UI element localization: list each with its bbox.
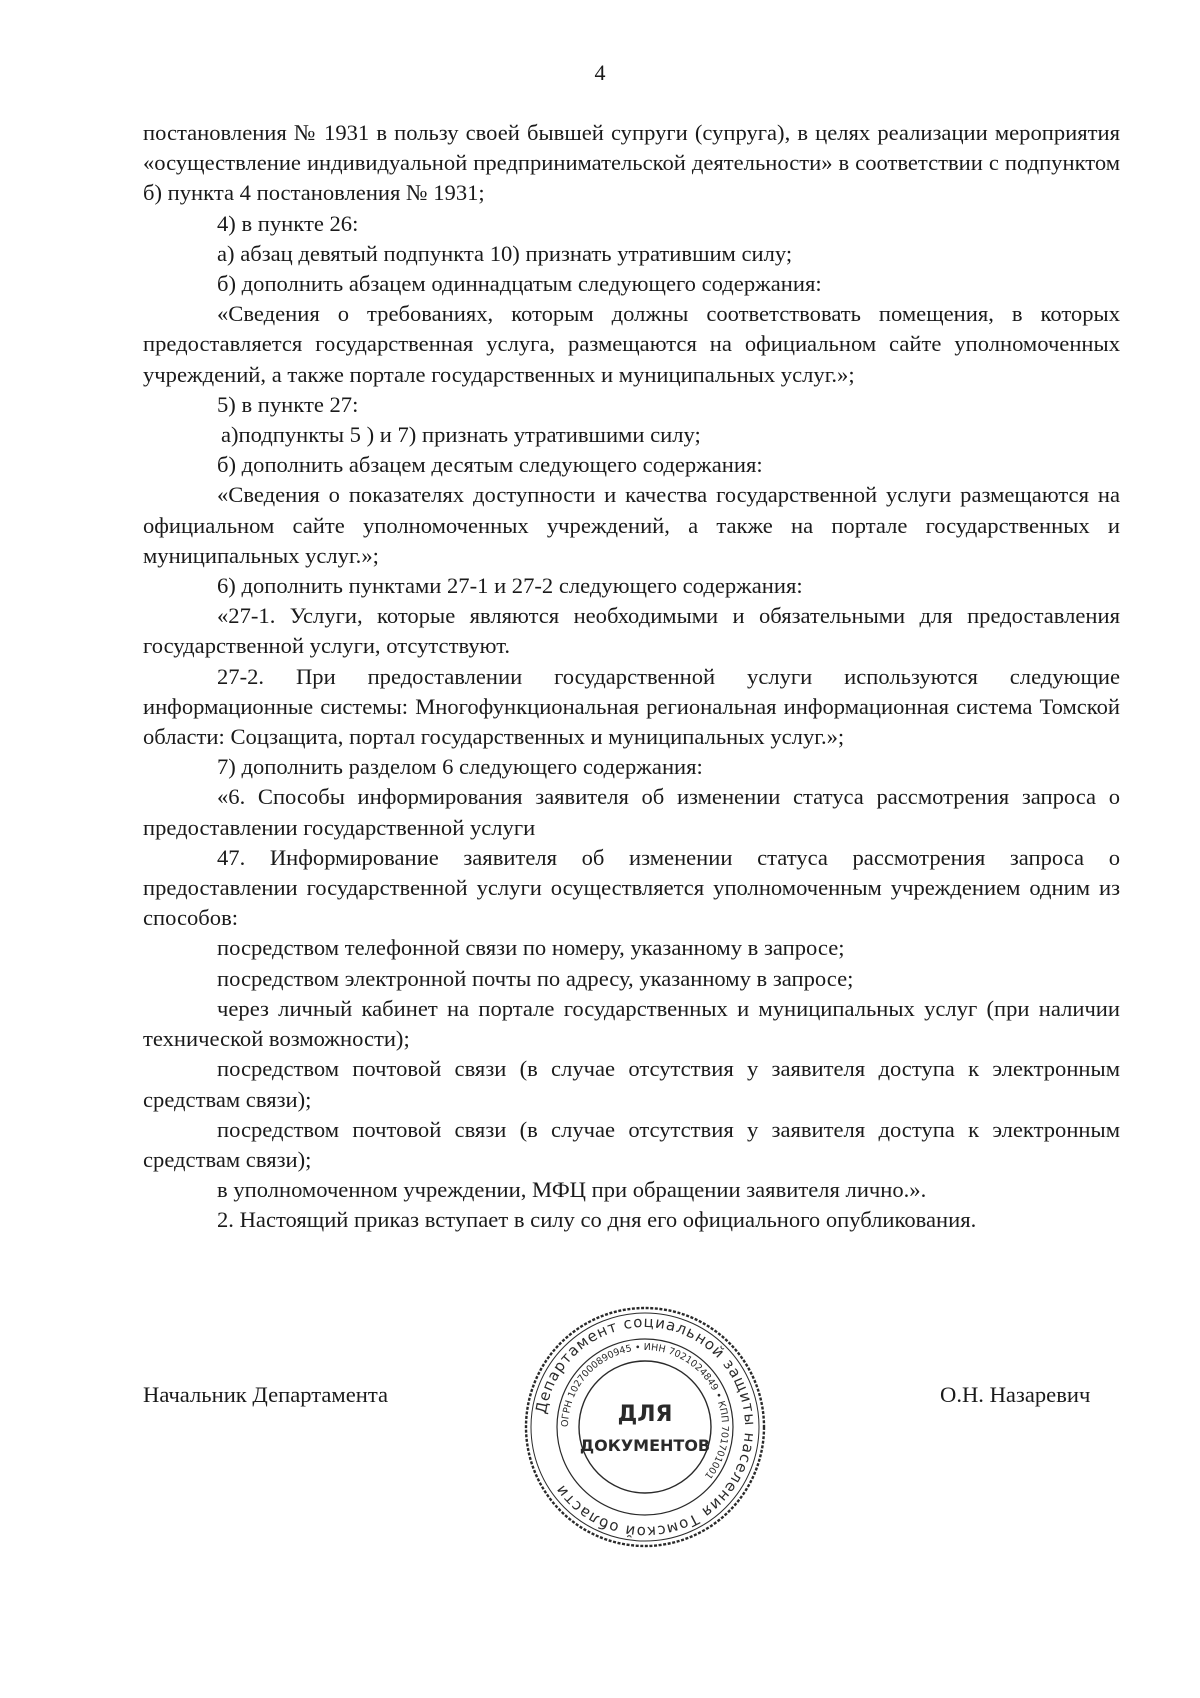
seal-center-bottom: ДОКУМЕНТОВ — [579, 1436, 711, 1455]
seal-center-top: ДЛЯ — [617, 1402, 673, 1427]
paragraph: 4) в пункте 26: — [217, 210, 359, 236]
paragraph: в уполномоченном учреждении, МФЦ при обращении заявителя лично.». — [217, 1177, 927, 1203]
official-seal — [523, 1305, 767, 1549]
page-number: 4 — [594, 60, 606, 85]
seal-inner-text: ОГРН 1027000890945 • ИНН 7021024849 • КПП 701701001 — [559, 1341, 731, 1481]
signature-name: О.Н. Назаревич — [940, 1382, 1091, 1407]
paragraph: посредством почтовой связи (в случае отсутствия у заявителя доступа к электронным средствам связи); — [143, 1116, 1120, 1172]
paragraph: посредством почтовой связи (в случае отсутствия у заявителя доступа к электронным средствам связи); — [143, 1056, 1120, 1112]
signature-title: Начальник Департамента — [143, 1382, 389, 1407]
paragraph: 5) в пункте 27: — [217, 391, 359, 417]
paragraph: б) дополнить абзацем одиннадцатым следующего содержания: — [217, 271, 822, 297]
paragraph: посредством телефонной связи по номеру, указанному в запросе; — [217, 935, 845, 961]
paragraph: «6. Способы информирования заявителя об изменении статуса рассмотрения запроса о предоставлении государственной услуги — [143, 784, 1120, 840]
paragraph: а) абзац девятый подпункта 10) признать утратившим силу; — [217, 240, 793, 266]
paragraph: посредством электронной почты по адресу, указанному в запросе; — [217, 965, 854, 991]
paragraph: через личный кабинет на портале государственных и муниципальных услуг (при наличии технической возможности); — [143, 995, 1120, 1052]
paragraph: «27-1. Услуги, которые являются необходимыми и обязательными для предоставления государственной услуги, отсутствуют. — [143, 603, 1120, 659]
paragraph: а)подпункты 5 ) и 7) признать утратившими силу; — [221, 422, 701, 448]
paragraph: «Сведения о требованиях, которым должны соответствовать помещения, в которых предоставляется государственная услуга, размещаются на официальном сайте уполномоченных учреждений, а также портале государственных и муниципальных услуг.»; — [143, 301, 1120, 387]
paragraph: 6) дополнить пунктами 27-1 и 27-2 следующего содержания: — [217, 573, 803, 599]
paragraph: 47. Информирование заявителя об изменении статуса рассмотрения запроса о предоставлении государственной услуги осуществляется уполномоченным учреждением одним из способов: — [143, 844, 1120, 931]
paragraph: «Сведения о показателях доступности и качества государственной услуги размещаются на официальном сайте уполномоченных учреждений, а также на портале государственных и муниципальных услуг.»; — [143, 482, 1120, 568]
paragraph: 2. Настоящий приказ вступает в силу со дня его официального опубликования. — [217, 1207, 977, 1233]
paragraph: постановления № 1931 в пользу своей бывшей супруги (супруга), в целях реализации мероприятия «осуществление индивидуальной предпринимательской деятельности» в соответствии с подпунктом б) пункта 4 постановления № 1931; — [143, 120, 1120, 206]
document-body — [143, 118, 1120, 1236]
paragraph: 27-2. При предоставлении государственной услуги используются следующие информационные системы: Многофункциональная региональная информационная система Томской области: Соцзащита, портал государственных и муниципальных услуг.»; — [143, 663, 1120, 750]
paragraph: б) дополнить абзацем десятым следующего содержания: — [217, 452, 763, 478]
paragraph: 7) дополнить разделом 6 следующего содержания: — [217, 754, 703, 780]
seal-outer-text: Департамент социальной защиты населения Томской области — [531, 1312, 760, 1542]
